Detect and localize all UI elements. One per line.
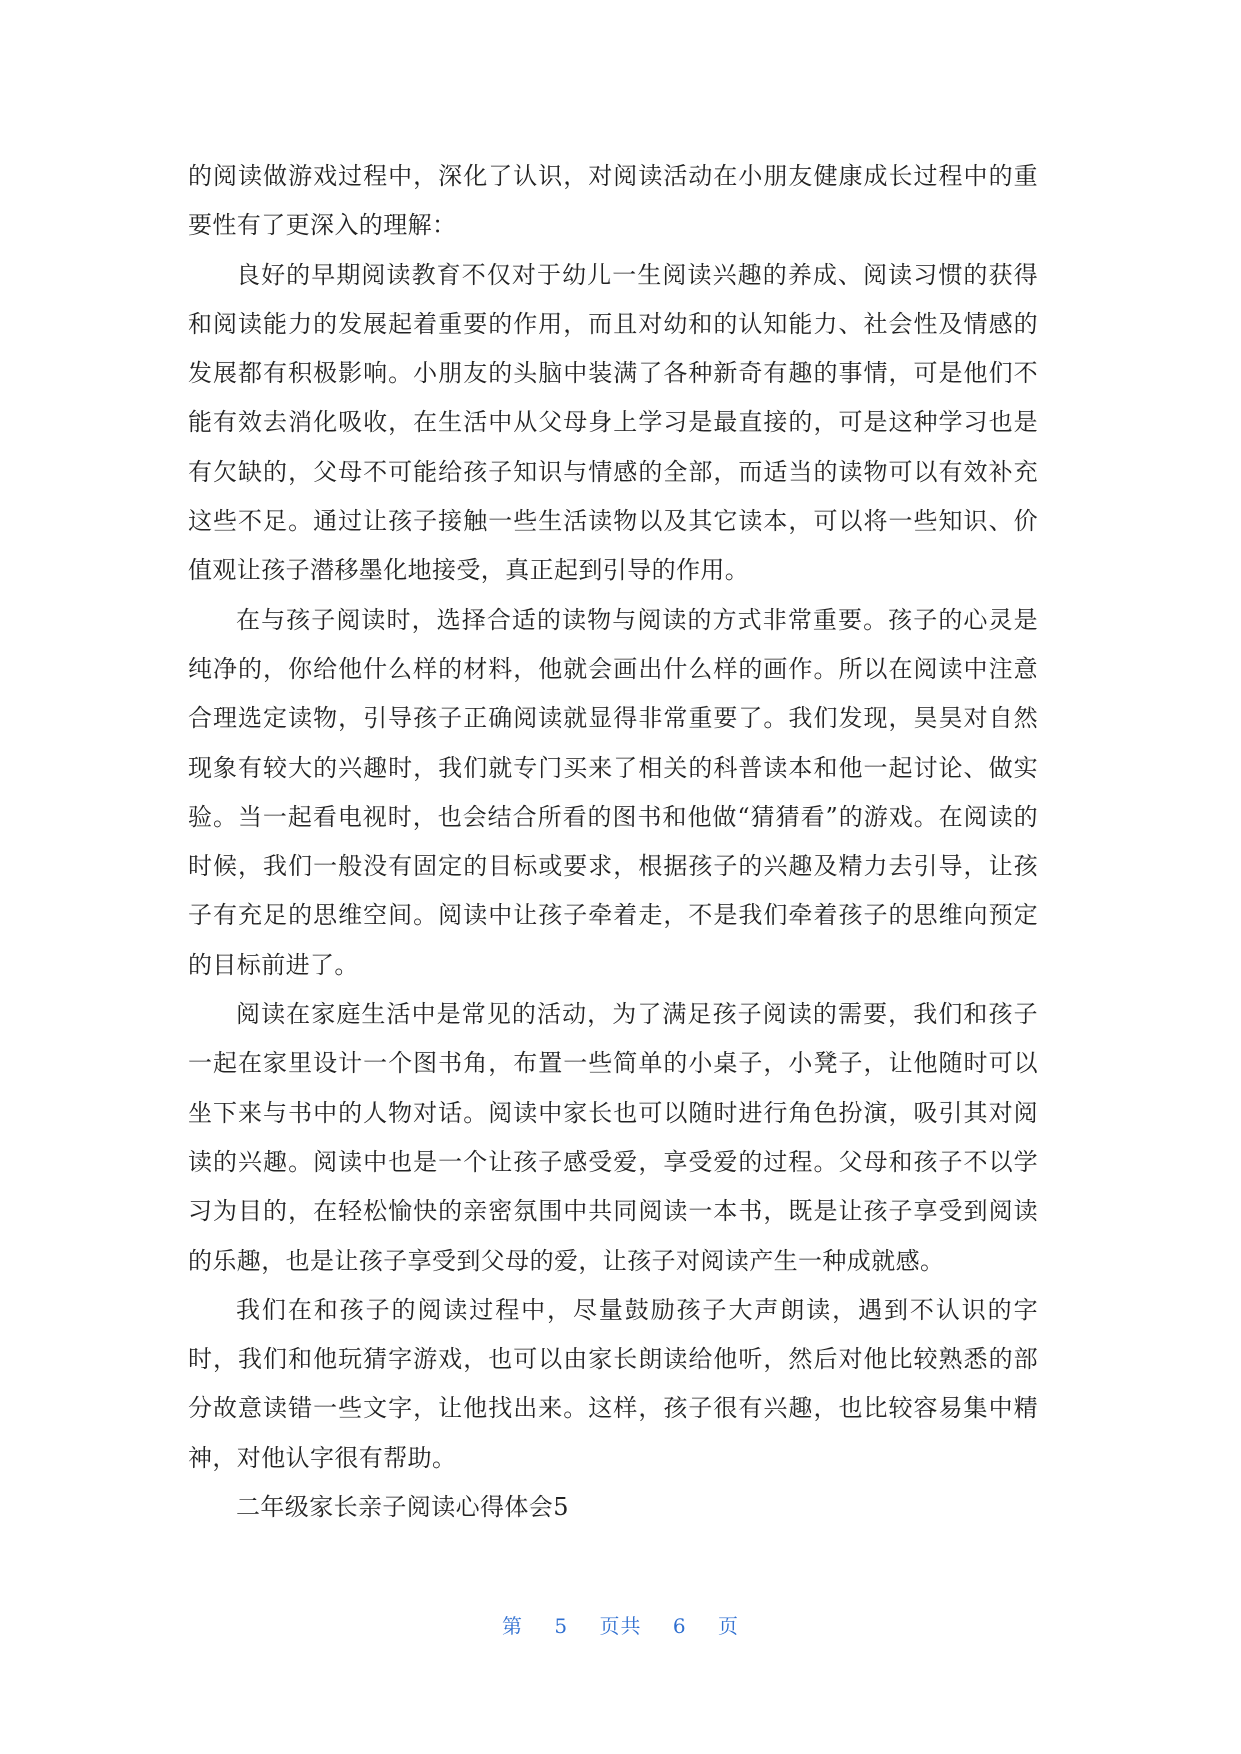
section-heading: 二年级家长亲子阅读心得体会5 [236, 1493, 569, 1522]
footer-total-pages: 6 [672, 1614, 687, 1638]
paragraph: 我们在和孩子的阅读过程中，尽量鼓励孩子大声朗读，遇到不认识的字时，我们和他玩猜字游戏，也可以由家长朗读给他听，然后对他比较熟悉的部分故意读错一些文字，让他找出来。这样，孩子很有兴趣，也比较容易集中精神，对他认字很有帮助。 [188, 1295, 1038, 1472]
paragraph: 在与孩子阅读时，选择合适的读物与阅读的方式非常重要。孩子的心灵是纯净的，你给他什么样的材料，他就会画出什么样的画作。所以在阅读中注意合理选定读物，引导孩子正确阅读就显得非常重要了。我们发现，昊昊对自然现象有较大的兴趣时，我们就专门买来了相关的科普读本和他一起讨论、做实验。当一起看电视时，也会结合所看的图书和他做“猜猜看”的游戏。在阅读的时候，我们一般没有固定的目标或要求，根据孩子的兴趣及精力去引导，让孩子有充足的思维空间。阅读中让孩子牵着走，不是我们牵着孩子的思维向预定的目标前进了。 [188, 605, 1038, 979]
paragraph: 阅读在家庭生活中是常见的活动，为了满足孩子阅读的需要，我们和孩子一起在家里设计一个图书角，布置一些简单的小桌子，小凳子，让他随时可以坐下来与书中的人物对话。阅读中家长也可以随时进行角色扮演，吸引其对阅读的兴趣。阅读中也是一个让孩子感受爱，享受爱的过程。父母和孩子不以学习为目的，在轻松愉快的亲密氛围中共同阅读一本书，既是让孩子享受到阅读的乐趣，也是让孩子享受到父母的爱，让孩子对阅读产生一种成就感。 [188, 1000, 1038, 1275]
footer-prefix: 第 [502, 1614, 524, 1638]
page-footer [0, 1610, 1241, 1639]
document-body [188, 152, 1038, 1532]
paragraph-continuation: 的阅读做游戏过程中，深化了认识，对阅读活动在小朋友健康成长过程中的重要性有了更深入的理解： [188, 162, 1038, 240]
footer-middle: 页共 [599, 1614, 642, 1638]
footer-suffix: 页 [717, 1614, 739, 1638]
paragraph: 良好的早期阅读教育不仅对于幼儿一生阅读兴趣的养成、阅读习惯的获得和阅读能力的发展起着重要的作用，而且对幼和的认知能力、社会性及情感的发展都有积极影响。小朋友的头脑中装满了各种新奇有趣的事情，可是他们不能有效去消化吸收，在生活中从父母身上学习是最直接的，可是这种学习也是有欠缺的，父母不可能给孩子知识与情感的全部，而适当的读物可以有效补充这些不足。通过让孩子接触一些生活读物以及其它读本，可以将一些知识、价值观让孩子潜移墨化地接受，真正起到引导的作用。 [188, 260, 1038, 585]
footer-current-page: 5 [554, 1614, 569, 1638]
